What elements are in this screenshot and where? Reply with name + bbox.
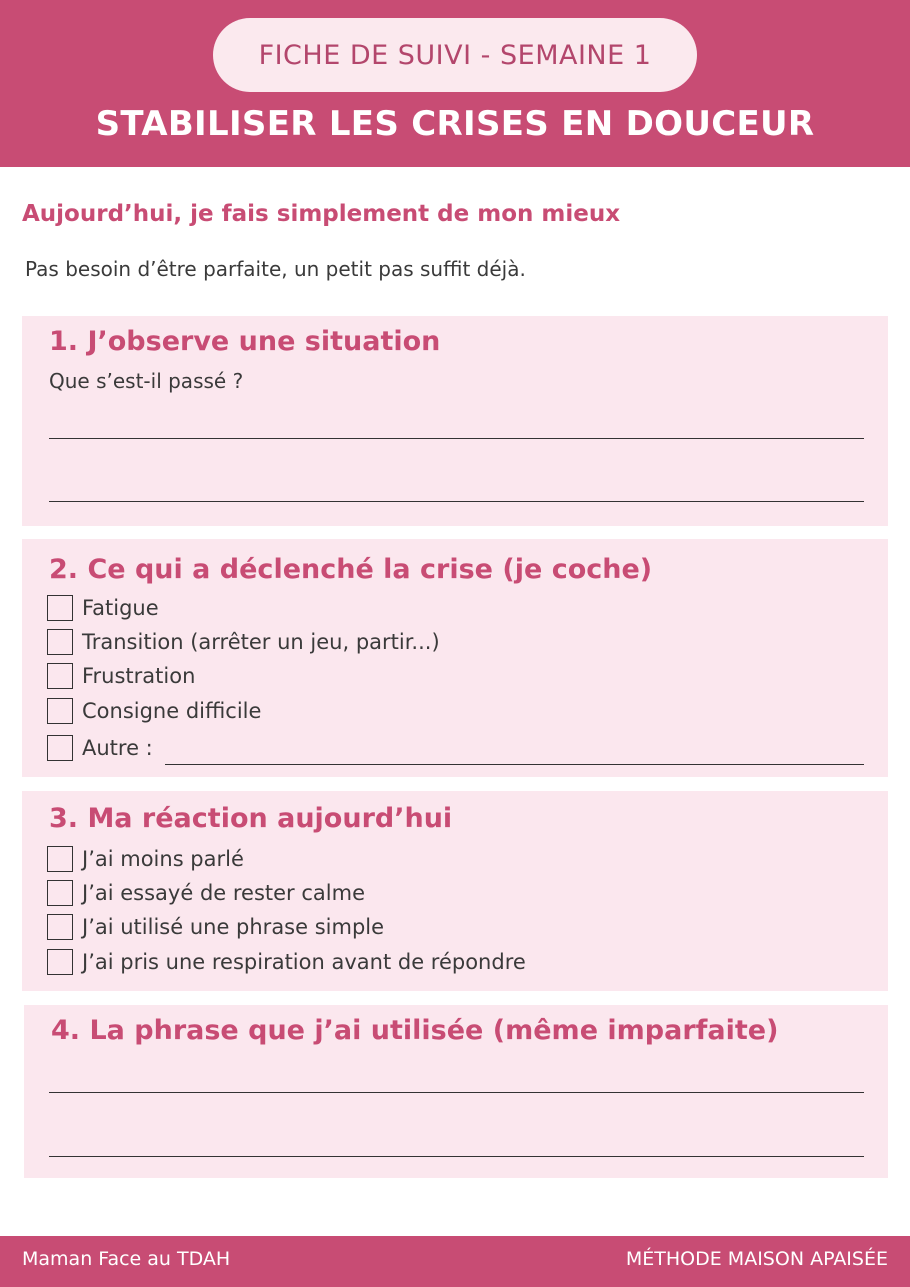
section-phrase-title: 4. La phrase que j’ai utilisée (même imparfaite) [51, 1015, 779, 1046]
section-triggers-title: 2. Ce qui a déclenché la crise (je coche) [49, 554, 653, 585]
checkbox[interactable] [47, 846, 73, 872]
trigger-option-frustration[interactable] [47, 662, 195, 690]
checkbox[interactable] [47, 595, 73, 621]
checkbox[interactable] [47, 880, 73, 906]
answer-line[interactable] [49, 501, 864, 502]
intro-text: Pas besoin d’être parfaite, un petit pas suffit déjà. [25, 257, 526, 281]
intro-heading: Aujourd’hui, je fais simplement de mon mieux [22, 201, 621, 227]
checkbox[interactable] [47, 663, 73, 689]
checkbox[interactable] [47, 735, 73, 761]
trigger-option-transition[interactable] [47, 628, 440, 656]
trigger-option-fatigue[interactable] [47, 594, 159, 622]
section-observation-question: Que s’est-il passé ? [49, 369, 244, 393]
answer-line[interactable] [49, 438, 864, 439]
reaction-option-simple-phrase[interactable] [47, 913, 384, 941]
section-observation-title: 1. J’observe une situation [49, 326, 441, 357]
option-label: Frustration [82, 664, 196, 688]
reaction-option-talked-less[interactable] [47, 845, 244, 873]
checkbox[interactable] [47, 698, 73, 724]
option-label: Transition (arrêter un jeu, partir...) [82, 630, 440, 654]
footer-method: MÉTHODE MAISON APAISÉE [625, 1248, 888, 1270]
option-label: Consigne difficile [82, 699, 262, 723]
reaction-option-stay-calm[interactable] [47, 879, 365, 907]
trigger-option-other[interactable] [47, 734, 153, 762]
other-answer-line[interactable] [165, 764, 864, 765]
reaction-option-breath[interactable] [47, 948, 526, 976]
page-title: STABILISER LES CRISES EN DOUCEUR [95, 104, 815, 144]
checkbox[interactable] [47, 949, 73, 975]
checkbox[interactable] [47, 914, 73, 940]
section-triggers [22, 539, 888, 777]
option-label: Autre : [82, 736, 153, 760]
section-reaction-title: 3. Ma réaction aujourd’hui [49, 803, 453, 834]
option-label: J’ai moins parlé [82, 847, 244, 871]
week-badge-text: FICHE DE SUIVI - SEMAINE 1 [258, 39, 652, 71]
option-label: J’ai essayé de rester calme [82, 881, 365, 905]
answer-line[interactable] [49, 1092, 864, 1093]
option-label: J’ai pris une respiration avant de répondre [82, 950, 526, 974]
trigger-option-instruction[interactable] [47, 697, 261, 725]
answer-line[interactable] [49, 1156, 864, 1157]
section-reaction [22, 791, 888, 991]
week-badge [213, 18, 697, 92]
option-label: J’ai utilisé une phrase simple [82, 915, 385, 939]
footer-banner [0, 1236, 910, 1287]
footer-brand: Maman Face au TDAH [22, 1248, 231, 1270]
checkbox[interactable] [47, 629, 73, 655]
section-observation [22, 316, 888, 526]
option-label: Fatigue [82, 596, 159, 620]
section-phrase [24, 1005, 888, 1178]
header-banner [0, 0, 910, 167]
